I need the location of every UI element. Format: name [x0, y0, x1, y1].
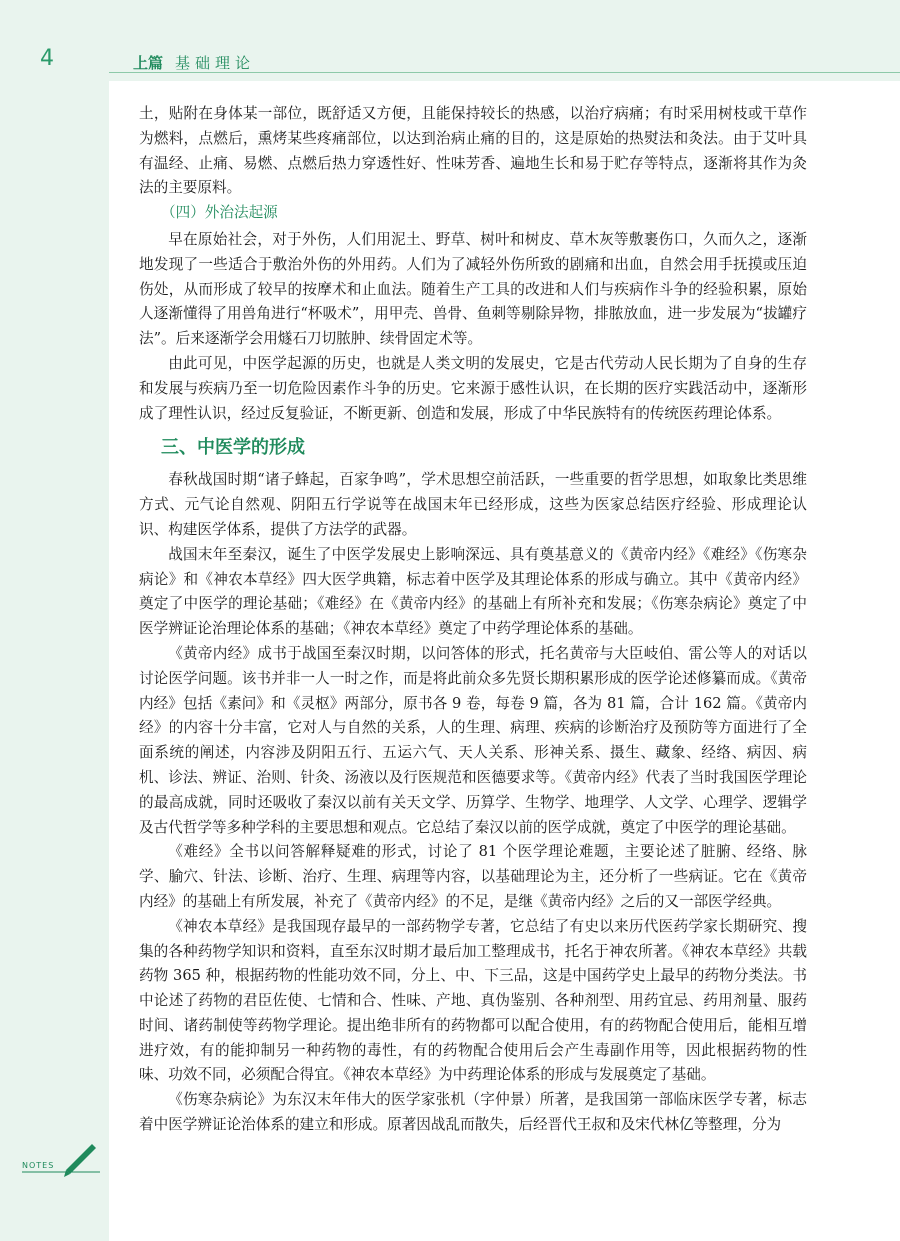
main-content: [139, 102, 807, 1138]
paragraph: 《难经》全书以问答解释疑难的形式，讨论了 81 个医学理论难题，主要论述了脏腑、经络、脉学、腧穴、针法、诊断、治疗、生理、病理等内容，以基础理论为主，还分析了一些病证。它在《黄帝内经》的基础上有所发展，补充了《黄帝内经》的不足，是继《黄帝内经》之后的又一部医学经典。: [139, 843, 807, 910]
header-section: 基础理论: [175, 54, 256, 72]
paragraph: 《伤寒杂病论》为东汉末年伟大的医学家张机（字仲景）所著，是我国第一部临床医学专著，标志着中医学辨证论治体系的建立和形成。原著因战乱而散失，后经晋代王叔和及宋代林亿等整理，分为: [139, 1091, 807, 1134]
running-header: [133, 52, 255, 73]
section-heading-tcm-formation: 三、中医学的形成: [161, 437, 305, 459]
notes-marker: [22, 1140, 102, 1180]
pen-icon: [22, 1140, 102, 1180]
left-margin-band: [0, 0, 109, 1241]
paragraph: 早在原始社会，对于外伤，人们用泥土、野草、树叶和树皮、草木灰等敷裹伤口，久而久之，逐渐地发现了一些适合于敷治外伤的外用药。人们为了减轻外伤所致的剧痛和出血，自然会用手抚摸或压迫伤处，从而形成了较早的按摩术和止血法。随着生产工具的改进和人们与疾病作斗争的经验积累，原始人逐渐懂得了用兽角进行“杯吸术”，用甲壳、兽骨、鱼刺等剔除异物，排脓放血，进一步发展为“拔罐疗法”。后来逐渐学会用燧石刀切脓肿、续骨固定术等。: [139, 230, 807, 348]
paragraph: 由此可见，中医学起源的历史，也就是人类文明的发展史，它是古代劳动人民长期为了自身的生存和发展与疾病乃至一切危险因素作斗争的历史。它来源于感性认识，在长期的医疗实践活动中，逐渐形成了理性认识，经过反复验证，不断更新、创造和发展，形成了中华民族特有的传统医药理论体系。: [139, 354, 807, 422]
paragraph: 战国末年至秦汉，诞生了中医学发展史上影响深远、具有奠基意义的《黄帝内经》《难经》《伤寒杂病论》和《神农本草经》四大医学典籍，标志着中医学及其理论体系的形成与确立。其中《黄帝内经》奠定了中医学的理论基础；《难经》在《黄帝内经》的基础上有所补充和发展；《伤寒杂病论》奠定了中医学辨证论治理论体系的基础；《神农本草经》奠定了中药学理论体系的基础。: [139, 545, 807, 638]
paragraph: 春秋战国时期“诸子蜂起，百家争鸣”，学术思想空前活跃，一些重要的哲学思想，如取象比类思维方式、元气论自然观、阴阳五行学说等在战国末年已经形成，这些为医家总结医疗经验、形成理论认识、构建医学体系，提供了方法学的武器。: [139, 471, 807, 538]
paragraph: 《神农本草经》是我国现存最早的一部药物学专著，它总结了有史以来历代医药学家长期研究、搜集的各种药物学知识和资料，直至东汉时期才最后加工整理成书，托名于神农所著。《神农本草经》共载药物 365 种，根据药物的性能功效不同，分上、中、下三品，这是中国药学史上最早的药物分类法。书中论述了药物的君臣佐使、七情和合、性味、产地、真伪鉴别、各种剂型、用药宜忌、药用剂量、服药时间、诸药制使等药物学理论。提出绝非所有的药物都可以配合使用，有的药物配合使用后，能相互增进疗效，有的能抑制另一种药物的毒性，有的药物配合使用后会产生毒副作用等，因此根据药物的性味、功效不同，必须配合得宜。《神农本草经》为中药理论体系的形成与发展奠定了基础。: [139, 917, 807, 1084]
header-part: 上篇: [133, 54, 164, 72]
notes-label: NOTES: [22, 1161, 55, 1170]
paragraph: 《黄帝内经》成书于战国至秦汉时期，以问答体的形式，托名黄帝与大臣岐伯、雷公等人的对话以讨论医学问题。该书并非一人一时之作，而是将此前众多先贤长期积累形成的医学论述修纂而成。《黄帝内经》包括《素问》和《灵枢》两部分，原书各 9 卷，每卷 9 篇，各为 81 篇，合计 162 篇。《黄帝内经》的内容十分丰富，它对人与自然的关系，人的生理、病理、疾病的诊断治疗及预防等方面进行了全面系统的阐述，内容涉及阴阳五行、五运六气、天人关系、形神关系、摄生、藏象、经络、病因、病机、诊法、辨证、治则、针灸、汤液以及行医规范和医德要求等。《黄帝内经》代表了当时我国医学理论的最高成就，同时还吸收了秦汉以前有关天文学、历算学、生物学、地理学、人文学、心理学、逻辑学及古代哲学等多种学科的主要思想和观点。它总结了秦汉以前的医学成就，奠定了中医学的理论基础。: [139, 644, 807, 836]
header-divider: [109, 72, 900, 73]
page-number: 4: [40, 46, 54, 71]
paragraph-continued: 土，贴附在身体某一部位，既舒适又方便，且能保持较长的热感，以治疗病痛；有时采用树枝或干草作为燃料，点燃后，熏烤某些疼痛部位，以达到治病止痛的目的，这是原始的热熨法和灸法。由于艾叶具有温经、止痛、易燃、点燃后热力穿透性好、性味芳香、遍地生长和易于贮存等特点，逐渐将其作为灸法的主要原料。: [139, 105, 807, 197]
subheading-external-therapy: （四）外治法起源: [161, 204, 278, 222]
